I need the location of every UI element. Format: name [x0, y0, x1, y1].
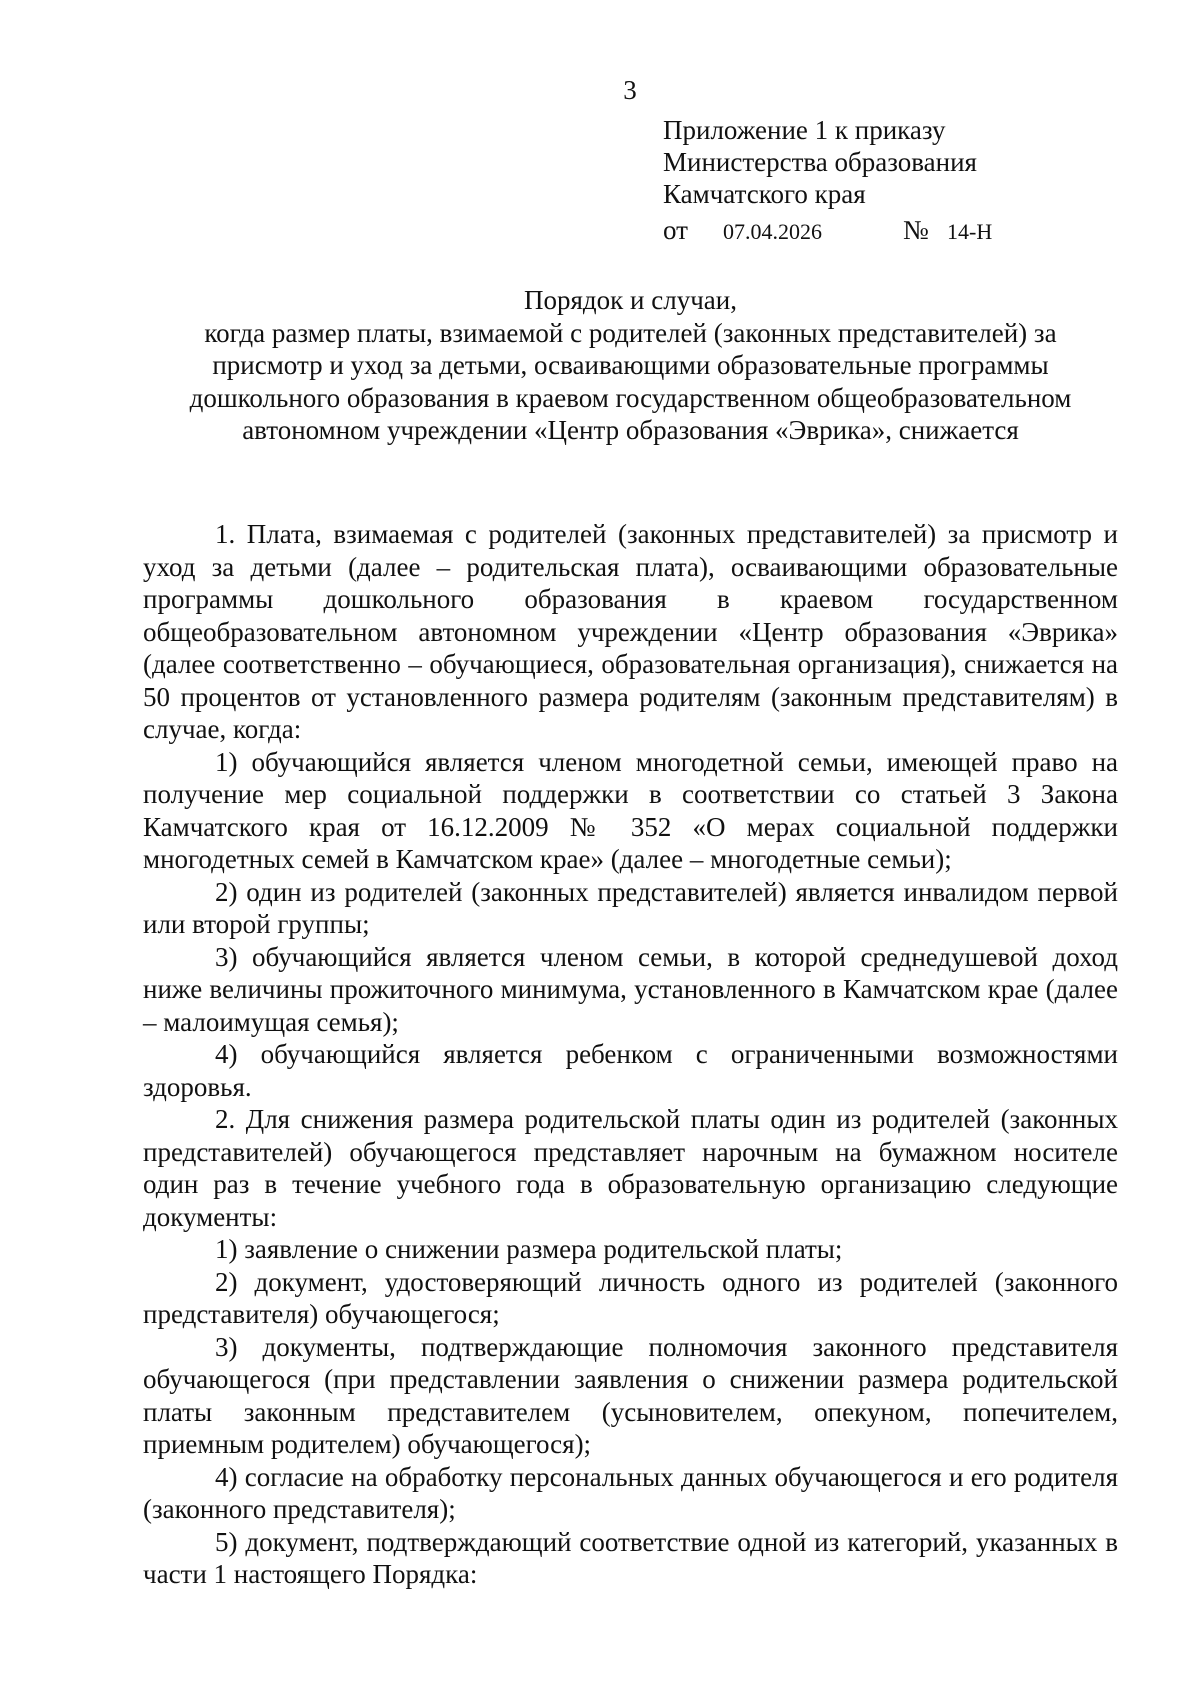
paragraph-2-item-3: 3) документы, подтверждающие полномочия законного представителя обучающегося (при представлении заявления о снижении размера родительской платы законным представителем (усыновителем, опекуном, попечителем, приемным родителем) обучающегося);	[143, 1331, 1118, 1459]
order-date-number	[663, 214, 992, 248]
document-title	[143, 284, 1118, 447]
appendix-header	[663, 114, 992, 248]
appendix-line-3: Камчатского края	[663, 179, 866, 209]
appendix-line-2: Министерства образования	[663, 147, 977, 177]
paragraph-2-item-4: 4) согласие на обработку персональных данных обучающегося и его родителя (законного представителя);	[143, 1461, 1118, 1524]
title-line-2: когда размер платы, взимаемой с родителей (законных представителей) за	[204, 317, 1057, 348]
page-number: 3	[623, 75, 637, 105]
title-line-4: дошкольного образования в краевом государственном общеобразовательном	[189, 382, 1072, 413]
from-label: от	[663, 215, 688, 245]
number-label: №	[903, 215, 929, 245]
appendix-line-1: Приложение 1 к приказу	[663, 115, 946, 145]
paragraph-1-item-2: 2) один из родителей (законных представителей) является инвалидом первой или второй группы;	[143, 876, 1118, 939]
document-body	[143, 518, 1118, 1591]
paragraph-1-item-1: 1) обучающийся является членом многодетной семьи, имеющей право на получение мер социальной поддержки в соответствии со статьей 3 Закона Камчатского края от 16.12.2009 № 352 «О мерах социальной поддержки многодетных семей в Камчатском крае» (далее – многодетные семьи);	[143, 746, 1118, 874]
paragraph-1-item-3: 3) обучающийся является членом семьи, в которой среднедушевой доход ниже величины прожиточного минимума, установленного в Камчатском крае (далее – малоимущая семья);	[143, 941, 1118, 1037]
title-line-5: автономном учреждении «Центр образования «Эврика», снижается	[242, 415, 1019, 445]
paragraph-2-item-5: 5) документ, подтверждающий соответствие одной из категорий, указанных в части 1 настоящего Порядка:	[143, 1526, 1118, 1589]
order-date: 07.04.2026	[723, 219, 822, 244]
paragraph-2-item-1: 1) заявление о снижении размера родительской платы;	[215, 1234, 843, 1264]
paragraph-1: 1. Плата, взимаемая с родителей (законных представителей) за присмотр и уход за детьми (далее – родительская плата), осваивающими образовательные программы дошкольного образования в краевом государственном общеобразовательном автономном учреждении «Центр образования «Эврика» (далее соответственно – обучающиеся, образовательная организация), снижается на 50 процентов от установленного размера родителям (законным представителям) в случае, когда:	[143, 519, 1118, 744]
order-number: 14-Н	[947, 219, 993, 244]
title-line-3: присмотр и уход за детьми, осваивающими образовательные программы	[212, 350, 1049, 380]
paragraph-2: 2. Для снижения размера родительской платы один из родителей (законных представителей) обучающегося представляет нарочным на бумажном носителе один раз в течение учебного года в образовательную организацию следующие документы:	[143, 1104, 1118, 1232]
paragraph-1-item-4: 4) обучающийся является ребенком с ограниченными возможностями здоровья.	[143, 1039, 1118, 1102]
title-line-1: Порядок и случаи,	[524, 285, 737, 315]
paragraph-2-item-2: 2) документ, удостоверяющий личность одного из родителей (законного представителя) обучающегося;	[143, 1266, 1118, 1329]
